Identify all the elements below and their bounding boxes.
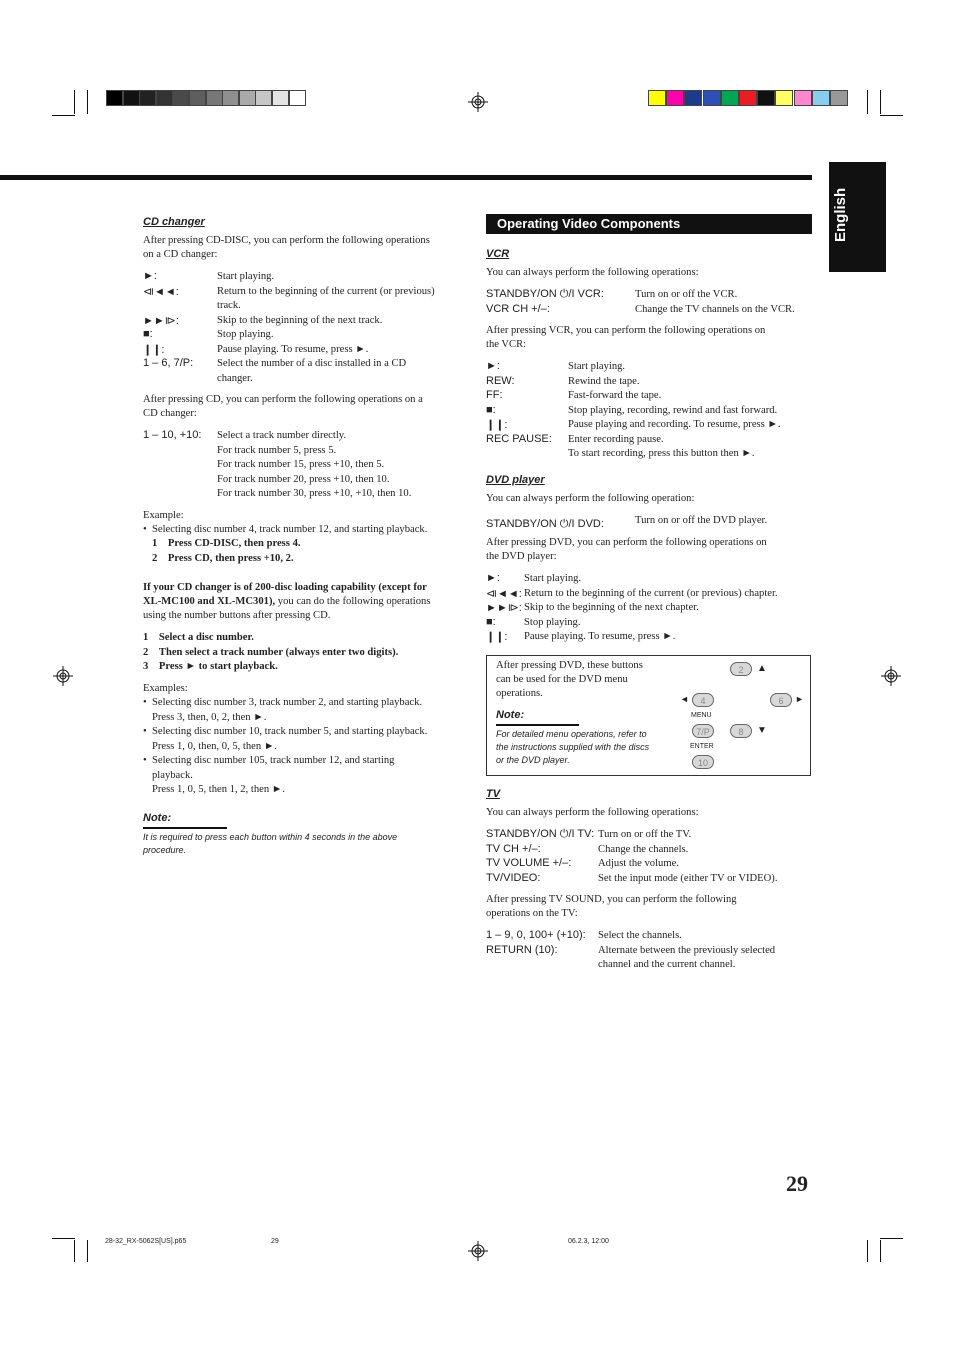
op-key: TV VOLUME +/–: [486, 857, 572, 869]
left-note-heading: Note: [143, 812, 172, 824]
bullet-icon: • [143, 726, 147, 737]
dvd-always-key: STANDBY/ON ⏻/I DVD: [486, 518, 604, 530]
gray-swatch [289, 90, 306, 106]
op-key: ►: [486, 572, 500, 584]
footer-date: 06.2.3, 12:00 [568, 1238, 609, 1245]
op-description: For track number 20, press +10, then 10. [217, 473, 390, 485]
bullet-icon: • [143, 697, 147, 708]
op-description: Enter recording pause. [568, 433, 664, 445]
op-key: STANDBY/ON ⏻/I VCR: [486, 288, 604, 300]
gray-swatch [222, 90, 239, 106]
dvd-always-desc: Turn on or off the DVD player. [635, 515, 768, 526]
example-item: Press 1, 0, 5, then 1, 2, then ►. [152, 784, 285, 795]
cd200-step-1: 1 Select a disc number. [143, 632, 254, 643]
vcr-heading: VCR [486, 248, 510, 260]
page-number: 29 [786, 1171, 808, 1196]
language-tab-label: English [832, 187, 849, 242]
op-description: For track number 5, press 5. [217, 444, 337, 456]
button-10: 10 [692, 755, 714, 769]
op-key: 1 – 9, 0, 100+ (+10): [486, 929, 586, 941]
tv-heading: TV [486, 788, 501, 800]
dvd-box-note-heading: Note: [496, 709, 525, 721]
op-description: Change the channels. [598, 843, 689, 855]
op-key: ■: [143, 328, 153, 340]
enter-label: ENTER [690, 743, 714, 750]
dvd-box-text1: After pressing DVD, these buttons [496, 660, 643, 671]
left-note-line1: It is required to press each button within 4 seconds in the above [143, 832, 398, 842]
dvd-box-text3: operations. [496, 688, 543, 699]
example-bullet-text: Selecting disc number 4, track number 12, and starting playback. [152, 524, 428, 535]
example-item: Press 1, 0, then, 0, 5, then ►. [152, 740, 277, 752]
registration-mark-bottom [468, 1241, 488, 1261]
button-6: 6 [770, 693, 792, 707]
example-step-2: 2 Press CD, then press +10, 2. [152, 553, 294, 564]
op-description: Turn on or off the TV. [598, 829, 692, 840]
op-description: Start playing. [524, 573, 582, 584]
footer-page: 29 [271, 1238, 279, 1245]
vcr-after-line1: After pressing VCR, you can perform the following operations on [486, 325, 766, 336]
color-swatch [684, 90, 702, 106]
cd-intro2-line2: CD changer: [143, 408, 197, 419]
examples-label: Examples: [143, 683, 188, 694]
example-step-1: 1 Press CD-DISC, then press 4. [152, 538, 301, 549]
dvd-box-note3: or the DVD player. [496, 755, 570, 765]
bullet-icon: • [143, 755, 147, 766]
example-item: Press 3, then, 0, 2, then ►. [152, 711, 267, 723]
vcr-always-text: You can always perform the following operations: [486, 267, 699, 278]
gray-swatch [172, 90, 189, 106]
gray-swatch [189, 90, 206, 106]
section-title-bar [486, 214, 812, 234]
op-description: Set the input mode (either TV or VIDEO). [598, 872, 778, 884]
op-key: VCR CH +/–: [486, 302, 550, 315]
dvd-box-note1: For detailed menu operations, refer to [496, 729, 647, 739]
op-key: ❙❙: [486, 631, 508, 643]
button-4: 4 [692, 693, 714, 707]
button-2: 2 [730, 662, 752, 676]
arrow-left-icon: ◄ [680, 694, 689, 704]
cd200-para-line1: If your CD changer is of 200-disc loading capability (except for [143, 582, 427, 593]
op-description: Adjust the volume. [598, 858, 679, 869]
op-description: Rewind the tape. [568, 375, 640, 387]
example-item: Selecting disc number 3, track number 2, and starting playback. [152, 697, 423, 708]
gray-swatch [255, 90, 272, 106]
op-key: ❙❙: [486, 419, 508, 431]
example-label: Example: [143, 510, 184, 521]
op-description: Skip to the beginning of the next track. [217, 314, 383, 326]
op-description: Select the channels. [598, 930, 682, 941]
op-description: Stop playing. [524, 616, 581, 628]
op-description: Return to the beginning of the current (or previous) chapter. [524, 587, 778, 599]
left-note-rule [143, 827, 227, 829]
op-key: REW: [486, 374, 515, 387]
dvd-menu-box [486, 655, 811, 776]
op-key: ►: [486, 360, 500, 372]
color-swatch [794, 90, 812, 106]
tv-after-line1: After pressing TV SOUND, you can perform the following [486, 894, 737, 905]
cd200-para-line3: using the number buttons after pressing CD. [143, 610, 331, 621]
op-description: Change the TV channels on the VCR. [635, 303, 795, 315]
op-description: Pause playing and recording. To resume, press ►. [568, 419, 781, 430]
dvd-always-op [486, 514, 604, 532]
gray-swatch [139, 90, 156, 106]
op-description: track. [217, 300, 241, 311]
section-title: Operating Video Components [497, 216, 681, 231]
example-bullet: • Selecting disc number 4, track number 12, and starting playback. [143, 524, 428, 535]
cd200-para-line2: XL-MC100 and XL-MC301), you can do the following operations [143, 596, 431, 607]
gray-swatch [206, 90, 223, 106]
dvd-box-note-rule [496, 724, 579, 726]
cd-intro-line2: on a CD changer: [143, 249, 218, 260]
op-description: Skip to the beginning of the next chapter. [524, 602, 699, 613]
op-description: Select a track number directly. [217, 430, 347, 441]
arrow-down-icon: ▼ [757, 725, 767, 736]
op-key: ⧏◄◄: [143, 285, 179, 298]
language-tab [829, 162, 886, 272]
color-swatch [703, 90, 721, 106]
menu-label: MENU [691, 712, 712, 719]
op-description: To start recording, press this button then ►. [568, 448, 755, 459]
op-description: For track number 15, press +10, then 5. [217, 459, 385, 470]
gray-swatch [156, 90, 173, 106]
dvd-always-text: You can always perform the following operation: [486, 493, 695, 504]
op-key: STANDBY/ON ⏻/I TV: [486, 828, 595, 840]
top-rule [0, 175, 812, 180]
op-key: ►►⧐: [486, 602, 522, 614]
op-key: ❙❙: [143, 343, 165, 356]
left-note-line2: procedure. [143, 845, 187, 855]
gray-swatch [106, 90, 123, 106]
op-key: ►►⧐: [143, 314, 179, 327]
button-8: 8 [730, 724, 752, 738]
dvd-box-text2: can be used for the DVD menu [496, 674, 628, 685]
footer-file: 28-32_RX-5062S[US].p65 [105, 1238, 187, 1245]
color-swatch [775, 90, 793, 106]
color-swatch [666, 90, 684, 106]
button-7p: 7/P [692, 724, 714, 738]
op-key: TV/VIDEO: [486, 871, 541, 884]
color-swatch [757, 90, 775, 106]
cd200-step-3: 3 Press ► to start playback. [143, 661, 278, 672]
op-key: REC PAUSE: [486, 432, 552, 445]
registration-mark-left [53, 666, 73, 686]
op-description: Select the number of a disc installed in a CD [217, 358, 407, 369]
op-description: For track number 30, press +10, +10, then 10. [217, 488, 412, 499]
dvd-box-note2: the instructions supplied with the discs [496, 742, 650, 752]
registration-mark-right [881, 666, 901, 686]
arrow-right-icon: ► [795, 694, 804, 704]
gray-swatch [123, 90, 140, 106]
dvd-after-line1: After pressing DVD, you can perform the following operations on [486, 537, 767, 548]
op-description: Stop playing. [217, 329, 274, 340]
example-item: Selecting disc number 105, track number 12, and starting [152, 755, 395, 766]
op-key: TV CH +/–: [486, 842, 541, 855]
gray-swatch [239, 90, 256, 106]
color-swatch [812, 90, 830, 106]
op-key: ■: [486, 615, 496, 628]
vcr-after-line2: the VCR: [486, 339, 527, 350]
op-key: ⧏◄◄: [486, 587, 522, 600]
gray-swatch [272, 90, 289, 106]
op-description: channel and the current channel. [598, 959, 736, 970]
tv-always-text: You can always perform the following operations: [486, 807, 699, 818]
dvd-after-line2: the DVD player: [486, 551, 557, 562]
op-description: Start playing. [568, 361, 626, 372]
op-description: Start playing. [217, 271, 275, 282]
color-swatch [739, 90, 757, 106]
op-description: Return to the beginning of the current (or previous) [217, 285, 435, 297]
cd-changer-heading: CD changer [143, 216, 205, 228]
op-key: FF: [486, 389, 503, 401]
op-description: Stop playing, recording, rewind and fast forward. [568, 404, 778, 416]
op-description: Pause playing. To resume, press ►. [524, 631, 676, 642]
example-item: playback. [152, 769, 193, 781]
op-description: Fast-forward the tape. [568, 390, 662, 401]
color-swatch [830, 90, 848, 106]
op-description: changer. [217, 372, 253, 384]
tv-after-line2: operations on the TV: [486, 908, 578, 919]
op-description: Pause playing. To resume, press ►. [217, 343, 369, 355]
registration-mark-top [468, 92, 488, 112]
example-item: Selecting disc number 10, track number 5, and starting playback. [152, 726, 428, 737]
color-swatch [648, 90, 666, 106]
dvd-heading: DVD player [486, 474, 545, 486]
op-key: RETURN (10): [486, 943, 558, 956]
op-description: Turn on or off the VCR. [635, 289, 738, 300]
cd200-step-2: 2 Then select a track number (always enter two digits). [143, 647, 399, 658]
op-key: ►: [143, 270, 157, 282]
cd-intro-line1: After pressing CD-DISC, you can perform the following operations [143, 235, 430, 246]
op-description: Alternate between the previously selected [598, 944, 776, 956]
cd-intro2-line1: After pressing CD, you can perform the following operations on a [143, 394, 423, 405]
op-key: 1 – 10, +10: [143, 429, 202, 441]
color-swatch [721, 90, 739, 106]
arrow-up-icon: ▲ [757, 663, 767, 674]
op-key: 1 – 6, 7/P: [143, 357, 194, 369]
op-key: ■: [486, 403, 496, 416]
